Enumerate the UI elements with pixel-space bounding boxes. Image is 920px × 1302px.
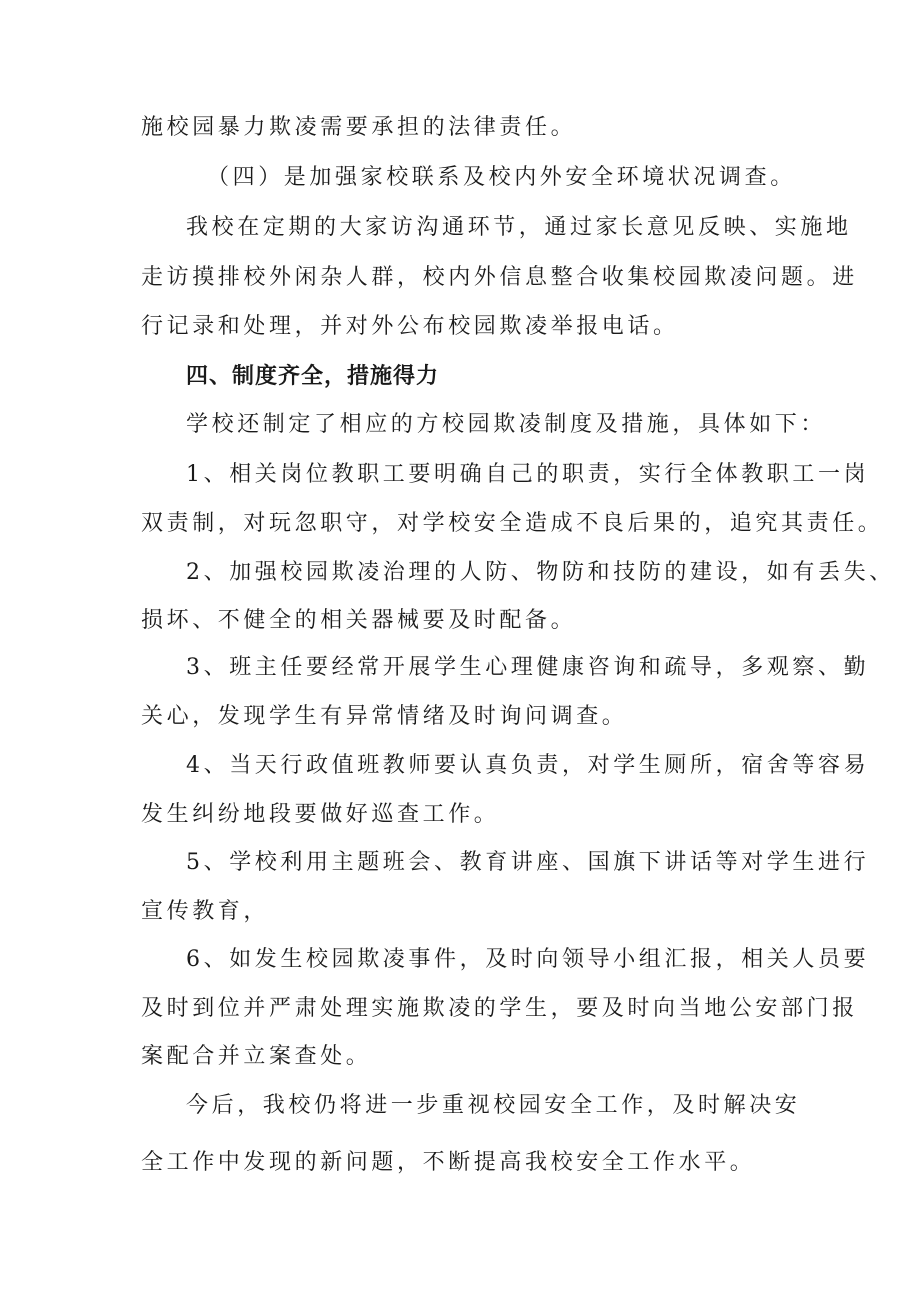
list-item-3-line-2: 关心，发现学生有异常情绪及时询问调查。 [141,704,628,729]
closing-line-2: 全工作中发现的新问题，不断提高我校安全工作水平。 [141,1150,756,1175]
section-heading-4: 四、制度齐全，措施得力 [186,364,440,389]
closing-line-1: 今后，我校仍将进一步重视校园安全工作，及时解决安 [186,1093,801,1118]
text-line-1: 施校园暴力欺凌需要承担的法律责任。 [141,115,577,140]
list-item-2-line-1: 2、加强校园欺凌治理的人防、物防和技防的建设，如有丢失、 [186,560,895,585]
text-line-7: 学校还制定了相应的方校园欺凌制度及措施，具体如下： [186,412,827,437]
text-line-4: 走访摸排校外闲杂人群，校内外信息整合收集校园欺凌问题。进 [141,265,858,290]
subsection-heading-4: （四）是加强家校联系及校内外安全环境状况调查。 [207,165,796,190]
list-item-6-line-3: 案配合并立案查处。 [141,1044,372,1069]
list-item-6-line-2: 及时到位并严肃处理实施欺凌的学生，要及时向当地公安部门报 [141,996,858,1021]
list-item-1-line-2: 双责制，对玩忽职守，对学校安全造成不良后果的，追究其责任。 [141,511,884,536]
list-item-4-line-1: 4、当天行政值班教师要认真负责，对学生厕所，宿舍等容易 [186,753,870,778]
text-line-3: 我校在定期的大家访沟通环节，通过家长意见反映、实施地 [186,215,852,240]
list-item-3-line-1: 3、班主任要经常开展学生心理健康咨询和疏导，多观察、勤 [186,655,870,680]
list-item-2-line-2: 损坏、不健全的相关器械要及时配备。 [141,608,577,633]
list-item-1-line-1: 1、相关岗位教职工要明确自己的职责，实行全体教职工一岗 [186,462,870,487]
list-item-4-line-2: 发生纠纷地段要做好巡查工作。 [141,802,500,827]
list-item-5-line-2: 宣传教育， [141,899,270,924]
text-line-5: 行记录和处理，并对外公布校园欺凌举报电话。 [141,314,679,339]
list-item-6-line-1: 6、如发生校园欺凌事件，及时向领导小组汇报，相关人员要 [186,947,870,972]
list-item-5-line-1: 5、学校利用主题班会、教育讲座、国旗下讲话等对学生进行 [186,850,870,875]
